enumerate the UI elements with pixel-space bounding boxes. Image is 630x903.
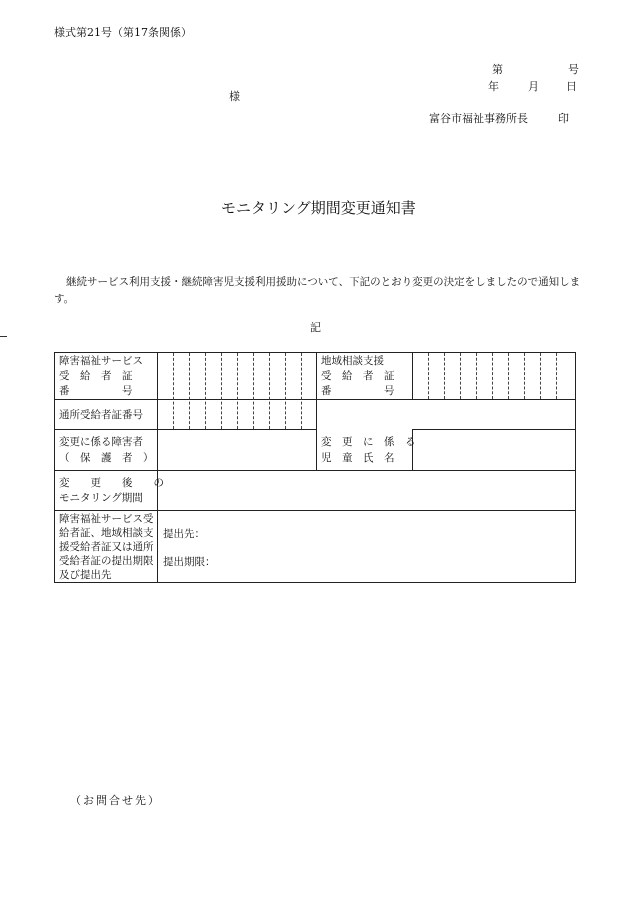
label-submission-5: 及び提出先 xyxy=(59,569,112,581)
table-vline-mid xyxy=(316,352,317,470)
grid-line xyxy=(556,353,557,399)
label-disabled-person-2: （ 保 護 者 ） xyxy=(59,452,154,464)
label-monitoring-period-1: 変 更 後 の xyxy=(59,477,164,489)
label-submission-3: 援受給者証又は通所 xyxy=(59,541,154,553)
table-hline-1 xyxy=(54,399,576,400)
label-service-cert-1: 障害福祉サービス xyxy=(59,355,143,367)
grid-line xyxy=(460,353,461,399)
grid-line xyxy=(444,353,445,399)
grid-line xyxy=(540,353,541,399)
grid-line xyxy=(428,353,429,399)
grid-line xyxy=(492,353,493,399)
date-tsuki: 月 xyxy=(528,80,539,93)
grid-line xyxy=(269,353,270,429)
table-hline-4 xyxy=(54,510,576,511)
label-submission-1: 障害福祉サービス受 xyxy=(59,513,154,525)
label-service-cert-3: 番 号 xyxy=(59,385,133,397)
ki-label: 記 xyxy=(310,321,321,334)
label-monitoring-period-2: モニタリング期間 xyxy=(59,492,143,504)
label-submission-4: 受給者証の提出期限 xyxy=(59,555,154,567)
grid-line xyxy=(285,353,286,429)
grid-line xyxy=(524,353,525,399)
grid-line xyxy=(173,353,174,429)
issuer: 富谷市福祉事務所長 xyxy=(429,112,528,125)
label-child-name-1: 変 更 に 係 る xyxy=(321,436,416,448)
grid-line xyxy=(476,353,477,399)
addressee-sama: 様 xyxy=(229,90,240,103)
grid-line xyxy=(253,353,254,429)
label-service-cert-2: 受 給 者 証 xyxy=(59,370,133,382)
margin-mark xyxy=(0,336,7,337)
date-nen: 年 xyxy=(488,80,499,93)
grid-line xyxy=(221,353,222,429)
label-child-name-2: 児 童 氏 名 xyxy=(321,452,395,464)
grid-line xyxy=(508,353,509,399)
date-hi: 日 xyxy=(566,80,577,93)
label-consult-cert-3: 番 号 xyxy=(321,385,395,397)
label-consult-cert-1: 地域相談支援 xyxy=(321,355,384,367)
submit-deadline-label: 提出期限： xyxy=(163,556,216,568)
submit-to-label: 提出先： xyxy=(163,528,205,540)
table-hline-2b xyxy=(412,429,576,430)
label-disabled-person-1: 変更に係る障害者 xyxy=(59,436,143,448)
number-dai: 第 xyxy=(492,63,503,76)
contact-label: （お問合せ先） xyxy=(70,794,161,807)
document-title: モニタリング期間変更通知書 xyxy=(221,199,416,217)
table-vline-label xyxy=(157,352,158,583)
number-go: 号 xyxy=(568,63,579,76)
grid-line xyxy=(237,353,238,429)
table-hline-2 xyxy=(54,429,316,430)
table-hline-3 xyxy=(54,470,576,471)
label-tsusho-cert: 通所受給者証番号 xyxy=(59,409,143,421)
label-consult-cert-2: 受 給 者 証 xyxy=(321,370,395,382)
grid-line xyxy=(301,353,302,429)
grid-line xyxy=(205,353,206,429)
body-text: 継続サービス利用支援・継続障害児支援利用援助について、下記のとおり変更の決定をしましたので通知します。 xyxy=(54,276,581,305)
form-number: 様式第21号（第17条関係） xyxy=(54,26,192,39)
table-vline-right-grid xyxy=(412,352,413,399)
seal-mark: 印 xyxy=(558,112,569,125)
grid-line xyxy=(189,353,190,429)
label-submission-2: 給者証、地域相談支 xyxy=(59,527,154,539)
